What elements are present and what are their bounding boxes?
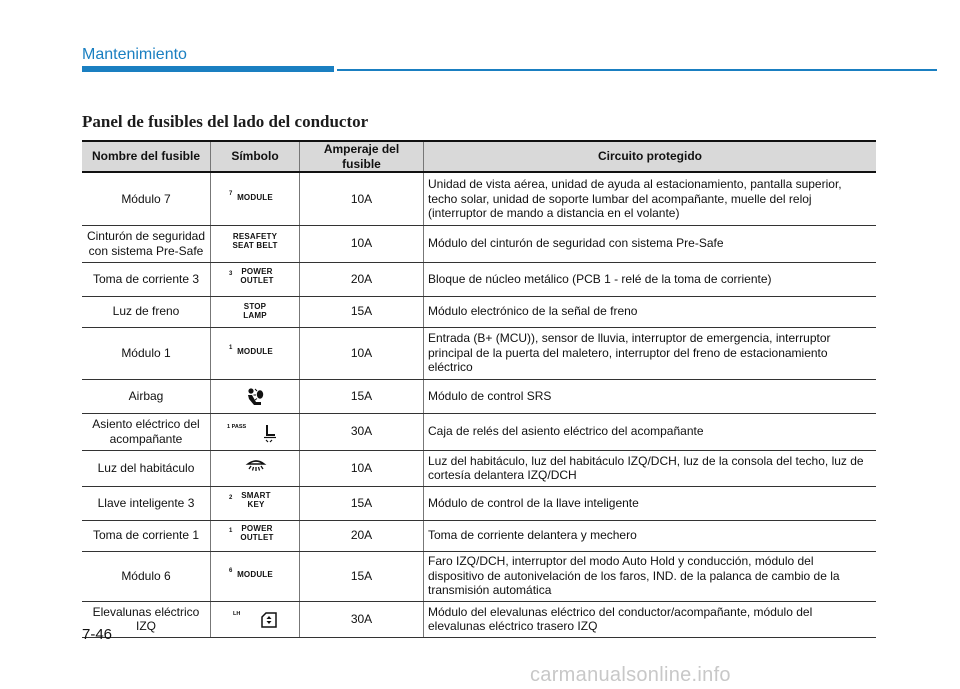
- fuse-amperage: 30A: [300, 413, 424, 450]
- fuse-circuit: Entrada (B+ (MCU)), sensor de lluvia, interruptor de emergencia, interruptor principal de la puerta del maletero, interruptor del freno de estacionamiento eléctrico: [424, 327, 877, 379]
- fuse-name: Asiento eléctrico del acompañante: [82, 413, 211, 450]
- fuse-amperage: 15A: [300, 379, 424, 413]
- table-row: [82, 262, 876, 296]
- col-header-name: Nombre del fusible: [82, 141, 211, 172]
- fuse-symbol: [211, 225, 300, 262]
- symbol-caption: LH: [233, 611, 241, 617]
- fuse-name: Módulo 6: [82, 551, 211, 601]
- fuse-symbol: [211, 551, 300, 601]
- fuse-circuit: Caja de relés del asiento eléctrico del acompañante: [424, 413, 877, 450]
- symbol-number: 1: [229, 527, 233, 534]
- table-row: [82, 413, 876, 450]
- table-row: [82, 601, 876, 637]
- fuse-amperage: 20A: [300, 262, 424, 296]
- fuse-symbol: [211, 296, 300, 327]
- fuse-amperage: 15A: [300, 486, 424, 520]
- module-symbol: [223, 340, 287, 366]
- fuse-symbol: [211, 450, 300, 486]
- fuse-amperage: 15A: [300, 296, 424, 327]
- fuse-amperage: 30A: [300, 601, 424, 637]
- table-row: [82, 327, 876, 379]
- table-row: [82, 379, 876, 413]
- fuse-amperage: 10A: [300, 450, 424, 486]
- symbol-text: MODULE: [237, 570, 273, 579]
- table-row: [82, 551, 876, 601]
- table-row: [82, 296, 876, 327]
- table-row: [82, 520, 876, 551]
- header-rule-thick: [82, 66, 334, 72]
- symbol-number: 6: [229, 568, 233, 574]
- fuse-name: Módulo 7: [82, 172, 211, 225]
- fuse-table: [82, 140, 876, 638]
- power-outlet-symbol: [223, 523, 287, 549]
- fuse-symbol: [211, 413, 300, 450]
- fuse-name: Elevalunas eléctrico IZQ: [82, 601, 211, 637]
- fuse-amperage: 10A: [300, 172, 424, 225]
- fuse-name: Cinturón de seguridad con sistema Pre-Safe: [82, 225, 211, 262]
- symbol-text: POWER OUTLET: [240, 267, 274, 285]
- fuse-amperage: 15A: [300, 551, 424, 601]
- table-row: [82, 172, 876, 225]
- fuse-symbol: [211, 486, 300, 520]
- fuse-symbol: [211, 327, 300, 379]
- fuse-name: Luz del habitáculo: [82, 450, 211, 486]
- fuse-name: Llave inteligente 3: [82, 486, 211, 520]
- presafe-seat-belt-symbol: [223, 231, 287, 257]
- watermark: carmanualsonline.info: [530, 664, 731, 686]
- table-header-row: [82, 141, 876, 172]
- symbol-text: MODULE: [237, 192, 273, 202]
- fuse-symbol: [211, 172, 300, 225]
- fuse-amperage: 20A: [300, 520, 424, 551]
- symbol-number: 3: [229, 271, 233, 277]
- page-heading: Panel de fusibles del lado del conductor: [82, 112, 369, 131]
- fuse-name: Toma de corriente 1: [82, 520, 211, 551]
- col-header-symbol: Símbolo: [211, 141, 300, 172]
- fuse-symbol: [211, 601, 300, 637]
- symbol-number: 1: [229, 345, 233, 351]
- airbag-icon: [223, 383, 287, 409]
- fuse-circuit: Módulo de control SRS: [424, 379, 877, 413]
- header-rule-thin: [337, 69, 937, 71]
- col-header-amperage: Amperaje del fusible: [300, 141, 424, 172]
- table-row: [82, 450, 876, 486]
- symbol-number: 2: [229, 495, 233, 501]
- fuse-name: Toma de corriente 3: [82, 262, 211, 296]
- fuse-circuit: Módulo del cinturón de seguridad con sistema Pre-Safe: [424, 225, 877, 262]
- fuse-circuit: Módulo del elevalunas eléctrico del conductor/acompañante, módulo del elevalunas eléctrico trasero IZQ: [424, 601, 877, 637]
- module-symbol: [223, 186, 287, 212]
- smart-key-symbol: [223, 490, 287, 516]
- fuse-name: Luz de freno: [82, 296, 211, 327]
- fuse-symbol: [211, 379, 300, 413]
- symbol-text: MODULE: [237, 347, 273, 356]
- room-lamp-icon: [223, 455, 287, 481]
- power-seat-icon: [223, 419, 287, 445]
- fuse-symbol: [211, 520, 300, 551]
- col-header-circuit: Circuito protegido: [424, 141, 877, 172]
- stop-lamp-symbol: [223, 299, 287, 325]
- module-symbol: [223, 563, 287, 589]
- fuse-name: Airbag: [82, 379, 211, 413]
- power-outlet-symbol: [223, 266, 287, 292]
- fuse-circuit: Módulo electrónico de la señal de freno: [424, 296, 877, 327]
- symbol-text: POWER OUTLET: [240, 523, 274, 542]
- symbol-caption: 1 PASS: [227, 423, 247, 430]
- table-row: [82, 486, 876, 520]
- fuse-circuit: Unidad de vista aérea, unidad de ayuda al estacionamiento, pantalla superior, techo solar, unidad de soporte lumbar del acompañante, muelle del reloj (interruptor de mando a distancia en el volante): [424, 172, 877, 225]
- table-row: [82, 225, 876, 262]
- fuse-circuit: Módulo de control de la llave inteligente: [424, 486, 877, 520]
- page-number: 7-46: [82, 626, 113, 643]
- power-window-icon: [223, 606, 287, 632]
- fuse-amperage: 10A: [300, 327, 424, 379]
- section-label: Mantenimiento: [82, 46, 187, 63]
- fuse-amperage: 10A: [300, 225, 424, 262]
- symbol-text: RESAFETY SEAT BELT: [232, 231, 278, 250]
- symbol-text: SMART KEY: [241, 491, 271, 509]
- fuse-circuit: Luz del habitáculo, luz del habitáculo IZQ/DCH, luz de la consola del techo, luz de cortesía delantera IZQ/DCH: [424, 450, 877, 486]
- fuse-circuit: Toma de corriente delantera y mechero: [424, 520, 877, 551]
- fuse-circuit: Faro IZQ/DCH, interruptor del modo Auto Hold y conducción, módulo del dispositivo de autonivelación de los faros, IND. de la palanca de cambio de la transmisión automática: [424, 551, 877, 601]
- symbol-number: 7: [229, 190, 233, 197]
- fuse-symbol: [211, 262, 300, 296]
- symbol-text: STOP LAMP: [243, 301, 267, 320]
- fuse-circuit: Bloque de núcleo metálico (PCB 1 - relé de la toma de corriente): [424, 262, 877, 296]
- fuse-name: Módulo 1: [82, 327, 211, 379]
